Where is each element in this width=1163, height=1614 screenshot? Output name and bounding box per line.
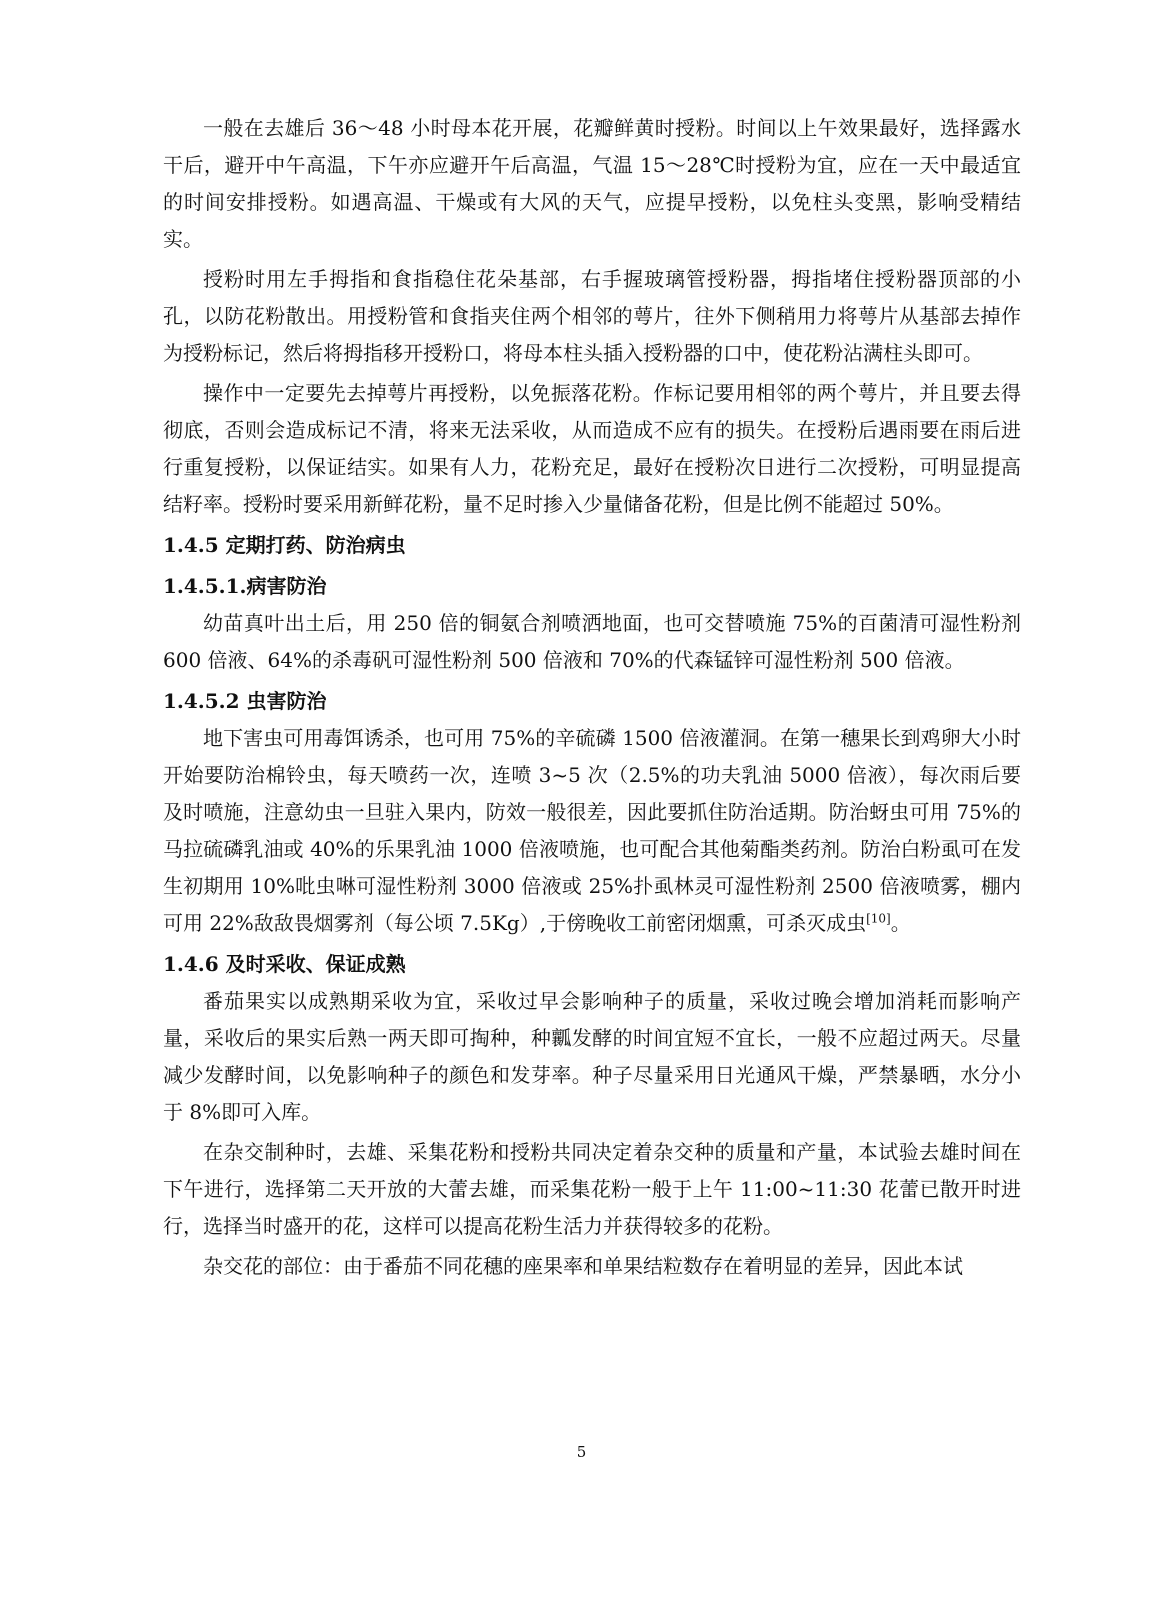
section-heading-pest-control: 1.4.5 定期打药、防治病虫: [163, 533, 406, 557]
subsection-heading-disease-control: 1.4.5.1.病害防治: [163, 574, 327, 598]
subsection-heading-insect-control: 1.4.5.2 虫害防治: [163, 689, 327, 713]
paragraph-disease-control: 幼苗真叶出土后，用 250 倍的铜氨合剂喷洒地面，也可交替喷施 75%的百菌清可湿性粉剂 600 倍液、64%的杀毒矾可湿性粉剂 500 倍液和 70%的代森锰锌可湿性粉剂 500 倍液。: [163, 611, 1021, 672]
insect-control-end: 。: [890, 911, 911, 935]
section-heading-harvest: 1.4.6 及时采收、保证成熟: [163, 952, 406, 976]
paragraph-flower-position: 杂交花的部位：由于番茄不同花穗的座果率和单果结粒数存在着明显的差异，因此本试: [203, 1254, 963, 1278]
paragraph-pollination-timing: 一般在去雄后 36～48 小时母本花开展，花瓣鲜黄时授粉。时间以上午效果最好，选择露水干后，避开中午高温，下午亦应避开午后高温，气温 15～28℃时授粉为宜，应在一天中最适宜的时间安排授粉。如遇高温、干燥或有大风的天气，应提早授粉，以免柱头变黑，影响受精结实。: [163, 116, 1021, 251]
paragraph-pollination-notes: 操作中一定要先去掉萼片再授粉，以免振落花粉。作标记要用相邻的两个萼片，并且要去得彻底，否则会造成标记不清，将来无法采收，从而造成不应有的损失。在授粉后遇雨要在雨后进行重复授粉，以保证结实。如果有人力，花粉充足，最好在授粉次日进行二次授粉，可明显提高结籽率。授粉时要采用新鲜花粉，量不足时掺入少量储备花粉，但是比例不能超过 50%。: [163, 381, 1021, 516]
document-body: [163, 110, 1021, 1285]
paragraph-harvest: 番茄果实以成熟期采收为宜，采收过早会影响种子的质量，采收过晚会增加消耗而影响产量，采收后的果实后熟一两天即可掏种，种瓤发酵的时间宜短不宜长，一般不应超过两天。尽量减少发酵时间，以免影响种子的颜色和发芽率。种子尽量采用日光通风干燥，严禁暴晒，水分小于 8%即可入库。: [163, 989, 1021, 1124]
paragraph-insect-control: [163, 720, 1021, 942]
paragraph-hybrid-seed: 在杂交制种时，去雄、采集花粉和授粉共同决定着杂交种的质量和产量，本试验去雄时间在下午进行，选择第二天开放的大蕾去雄，而采集花粉一般于上午 11:00~11:30 花蕾已散开时进行，选择当时盛开的花，这样可以提高花粉生活力并获得较多的花粉。: [163, 1140, 1021, 1238]
citation-ref: [10]: [866, 911, 891, 926]
insect-control-text: 地下害虫可用毒饵诱杀，也可用 75%的辛硫磷 1500 倍液灌洞。在第一穗果长到鸡卵大小时开始要防治棉铃虫，每天喷药一次，连喷 3~5 次（2.5%的功夫乳油 5000 倍液），每次雨后要及时喷施，注意幼虫一旦驻入果内，防效一般很差，因此要抓住防治适期。防治蚜虫可用 75%的马拉硫磷乳油或 40%的乐果乳油 1000 倍液喷施，也可配合其他菊酯类药剂。防治白粉虱可在发生初期用 10%吡虫啉可湿性粉剂 3000 倍液或 25%扑虱林灵可湿性粉剂 2500 倍液喷雾，棚内可用 22%敌敌畏烟雾剂（每公顷 7.5Kg）,于傍晚收工前密闭烟熏，可杀灭成虫: [163, 726, 1021, 935]
page-number: 5: [576, 1443, 587, 1461]
paragraph-pollination-method: 授粉时用左手拇指和食指稳住花朵基部，右手握玻璃管授粉器，拇指堵住授粉器顶部的小孔，以防花粉散出。用授粉管和食指夹住两个相邻的萼片，往外下侧稍用力将萼片从基部去掉作为授粉标记，然后将拇指移开授粉口，将母本柱头插入授粉器的口中，使花粉沾满柱头即可。: [163, 267, 1021, 365]
